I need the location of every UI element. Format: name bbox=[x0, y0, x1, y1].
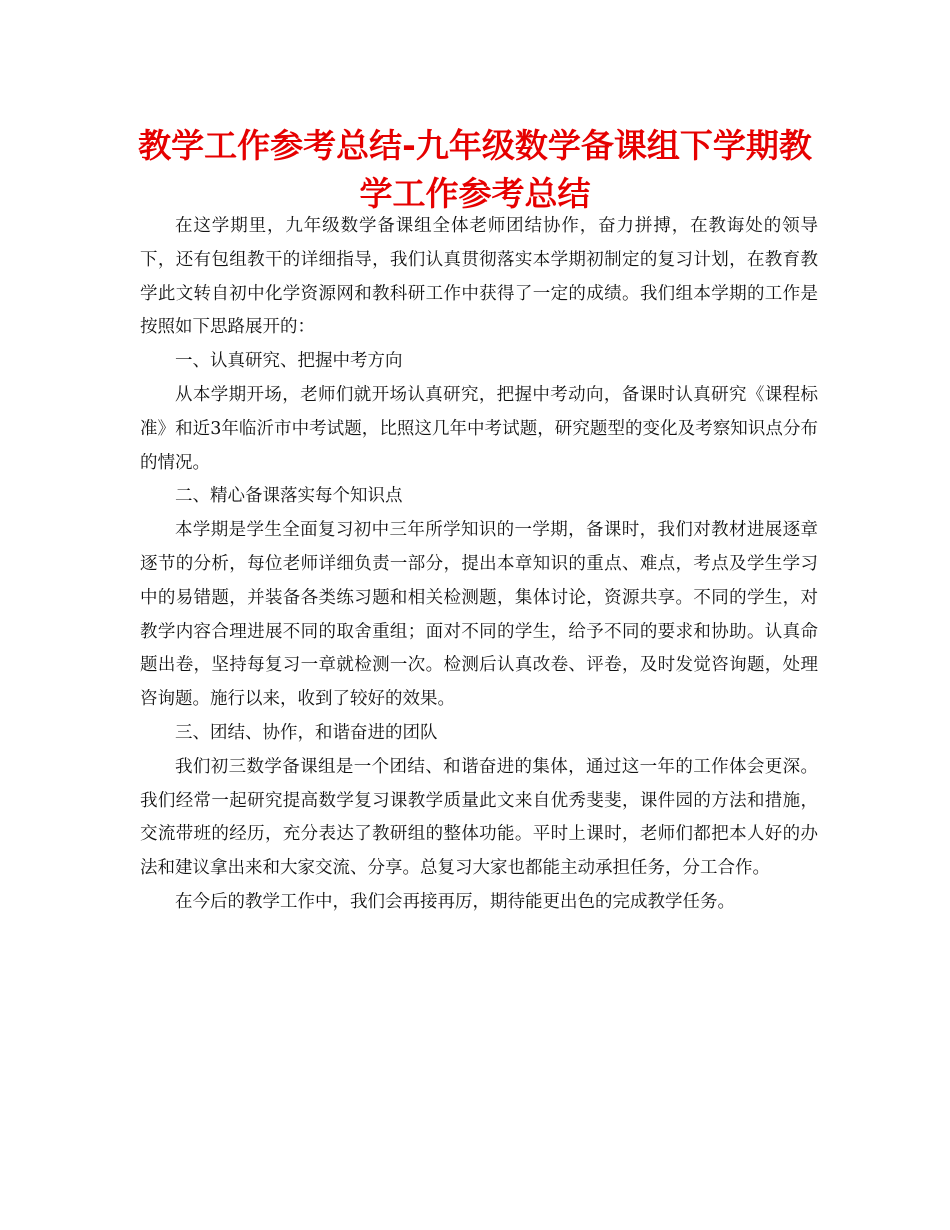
paragraph-closing: 在今后的教学工作中，我们会再接再厉，期待能更出色的完成教学任务。 bbox=[175, 891, 735, 912]
document-title: 教学工作参考总结-九年级数学备课组下学期教学工作参考总结 bbox=[138, 126, 812, 213]
paragraph-section-3: 我们初三数学备课组是一个团结、和谐奋进的集体，通过这一年的工作体会更深。我们经常一起研究提高数学复习课教学质量此文来自优秀斐斐，课件园的方法和措施，交流带班的经历，充分表达了教研组的整体功能。平时上课时，老师们都把本人好的办法和建议拿出来和大家交流、分享。总复习大家也都能主动承担任务，分工合作。 bbox=[140, 756, 818, 879]
section-heading-2: 二、精心备课落实每个知识点 bbox=[175, 486, 403, 507]
section-heading-1: 一、认真研究、把握中考方向 bbox=[175, 351, 403, 372]
paragraph-section-1: 从本学期开场，老师们就开场认真研究，把握中考动向，备课时认真研究《课程标准》和近3年临沂市中考试题，比照这几年中考试题，研究题型的变化及考察知识点分布的情况。 bbox=[140, 384, 818, 473]
document-body bbox=[140, 210, 818, 920]
paragraph-section-2: 本学期是学生全面复习初中三年所学知识的一学期，备课时，我们对教材进展逐章逐节的分析，每位老师详细负责一部分，提出本章知识的重点、难点，考点及学生学习中的易错题，并装备各类练习题和相关检测题，集体讨论，资源共享。不同的学生，对教学内容合理进展不同的取舍重组；面对不同的学生，给予不同的要求和协助。认真命题出卷，坚持每复习一章就检测一次。检测后认真改卷、评卷，及时发觉咨询题，处理咨询题。施行以来，收到了较好的效果。 bbox=[140, 520, 818, 710]
paragraph-intro: 在这学期里，九年级数学备课组全体老师团结协作，奋力拼搏，在教诲处的领导下，还有包组教干的详细指导，我们认真贯彻落实本学期初制定的复习计划，在教育教学此文转自初中化学资源网和教科研工作中获得了一定的成绩。我们组本学期的工作是按照如下思路展开的： bbox=[140, 216, 818, 338]
section-heading-3: 三、团结、协作，和谐奋进的团队 bbox=[175, 722, 438, 743]
